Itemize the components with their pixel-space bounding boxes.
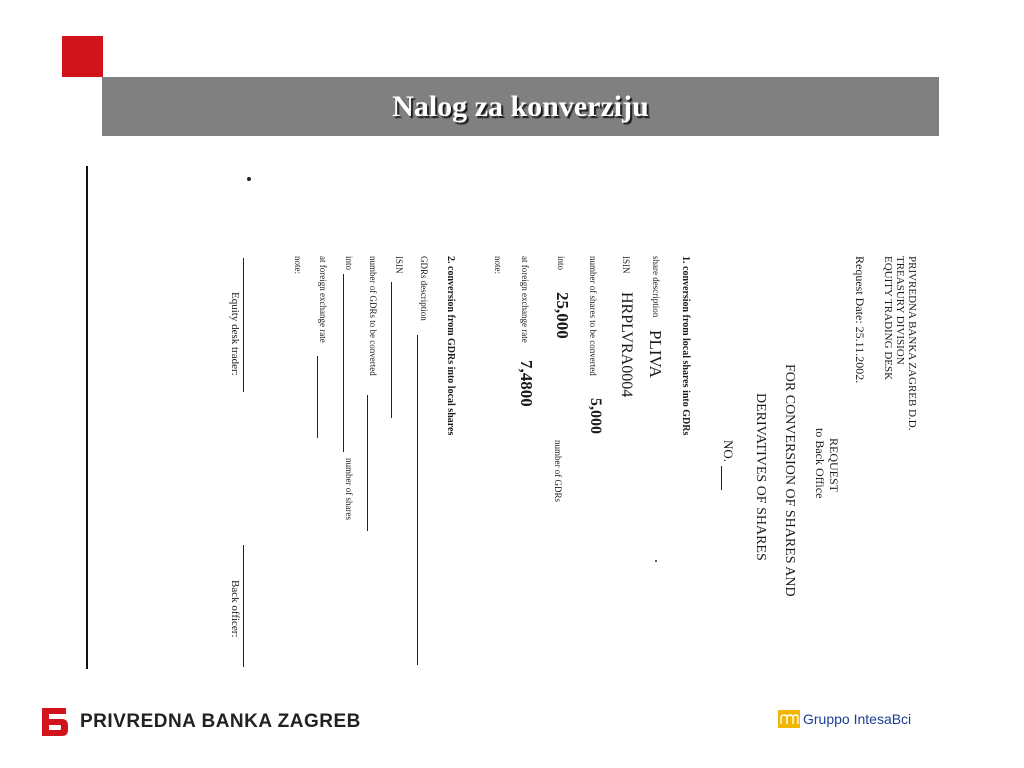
isin2-line [391, 282, 392, 418]
section2-title: 2. conversion from GDRs into local shares [445, 256, 456, 436]
section1-title: 1. conversion from local shares into GDRs [680, 256, 691, 436]
pbz-logo-text: PRIVREDNA BANKA ZAGREB [80, 711, 361, 732]
intesabci-text: Gruppo IntesaBci [803, 711, 912, 727]
bank-name: PRIVREDNA BANKA ZAGREB D.D. [906, 256, 918, 431]
intesabci-logo-icon [778, 710, 800, 728]
conversion-title: FOR CONVERSION OF SHARES AND [782, 364, 797, 597]
derivatives-title: DERIVATIVES OF SHARES [753, 393, 768, 561]
intesabci-brand [778, 710, 911, 728]
pbz-logo-icon [40, 706, 70, 738]
accent-square [62, 36, 103, 77]
share-desc-label: share description [651, 256, 661, 318]
back-officer-label: Back officer: [229, 580, 241, 638]
into-value: 25,000 [553, 292, 572, 339]
trader-signature-line [243, 258, 244, 392]
note2-label: note: [293, 256, 303, 274]
title-bar [102, 77, 939, 136]
gdrs-desc-line [417, 335, 418, 665]
isin-label: ISIN [621, 256, 631, 274]
equity-trader-label: Equity desk trader: [229, 292, 241, 376]
division: TREASURY DIVISION [894, 256, 906, 365]
fx-rate2-label: at foreign exchange rate [318, 256, 328, 343]
fx-rate-label: at foreign exchange rate [520, 256, 530, 343]
desk: EQUITY TRADING DESK [882, 256, 894, 381]
shares-converted-value: 5,000 [587, 398, 604, 434]
request-date: Request Date: 25.11.2002. [853, 256, 867, 384]
gdrs-converted-line [367, 395, 368, 531]
into2-label: into [344, 256, 354, 271]
to-back-office: to Back Office [813, 428, 827, 499]
share-desc-value: PLIVA [646, 330, 665, 378]
isin-value: HRPLVRA0004 [618, 292, 635, 398]
number-of-shares-label: number of shares [344, 458, 354, 520]
request-label: REQUEST [827, 438, 841, 492]
note-label: note: [493, 256, 503, 274]
pbz-brand [40, 706, 361, 738]
no-underline [721, 466, 722, 490]
into2-line [343, 274, 344, 452]
no-label: NO. [721, 440, 736, 463]
fx-rate-value: 7,4800 [517, 360, 536, 407]
fx-rate2-line [317, 356, 318, 438]
document-left-border [86, 166, 88, 669]
shares-converted-label: number of shares to be converted [588, 256, 598, 376]
slide-title: Nalog za konverziju [392, 89, 649, 123]
into-label: into [556, 256, 566, 271]
gdrs-desc-label: GDRs description [419, 256, 429, 321]
number-of-gdrs-label: number of GDRs [553, 440, 563, 502]
gdrs-converted-label: number of GDRs to be converted [368, 256, 378, 376]
back-officer-signature-line [243, 545, 244, 667]
isin2-label: ISIN [394, 256, 404, 274]
